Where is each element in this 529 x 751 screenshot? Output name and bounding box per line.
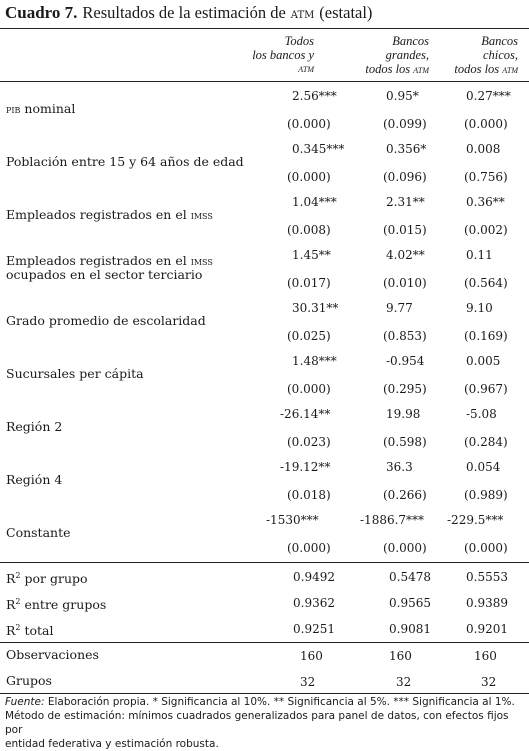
- footnote-significance: Elaboración propia. * Significancia al 10%. ** Significancia al 5%. *** Significancia al 1%.: [44, 696, 515, 708]
- col2-line3: todos los atm: [365, 62, 429, 76]
- header-rule: [0, 81, 529, 82]
- value-cell: 0.9389: [466, 596, 508, 610]
- row-label: Constante: [6, 525, 71, 540]
- value-cell: 160: [389, 649, 412, 663]
- column-header-grandes-line3: [329, 62, 429, 77]
- column-header-todos: Todos los bancos y atm: [252, 34, 314, 75]
- row-label: $R^2$ total: [6, 623, 54, 639]
- value-cell: 0.9565: [389, 596, 431, 610]
- column-header-chicos-line3: [418, 62, 518, 77]
- pvalue-cell: (0.023): [287, 435, 331, 449]
- coefficient-cell: 36.3: [386, 460, 413, 474]
- coefficient-cell: 1.45**: [292, 248, 331, 262]
- row-label: Sucursales per cápita: [6, 366, 144, 381]
- estimates-rule: [0, 562, 529, 563]
- value-cell: 0.9492: [293, 570, 335, 584]
- value-cell: 160: [474, 649, 497, 663]
- value-cell: 32: [396, 675, 412, 689]
- pvalue-cell: (0.295): [383, 382, 427, 396]
- pvalue-cell: (0.000): [464, 117, 508, 131]
- pvalue-cell: (0.756): [464, 170, 508, 184]
- coefficient-cell: 4.02**: [386, 248, 425, 262]
- coefficient-cell: 30.31**: [292, 301, 339, 315]
- row-label: Empleados registrados en el imss ocupados en el sector terciario: [6, 253, 213, 282]
- coefficient-cell: 2.56***: [292, 89, 337, 103]
- value-cell: 32: [300, 675, 316, 689]
- pvalue-cell: (0.000): [287, 117, 331, 131]
- value-cell: 32: [481, 675, 497, 689]
- coefficient-cell: 0.008: [466, 142, 501, 156]
- pvalue-cell: (0.169): [464, 329, 508, 343]
- coefficient-cell: -26.14**: [280, 407, 331, 421]
- row-label: $R^2$ por grupo: [6, 571, 88, 587]
- coefficient-cell: 0.95*: [386, 89, 419, 103]
- pvalue-cell: (0.967): [464, 382, 508, 396]
- pvalue-cell: (0.564): [464, 276, 508, 290]
- pvalue-cell: (0.266): [383, 488, 427, 502]
- row-label: Población entre 15 y 64 años de edad: [6, 154, 244, 169]
- coefficient-cell: 0.36**: [466, 195, 505, 209]
- coefficient-cell: -1530***: [266, 513, 319, 527]
- pvalue-cell: (0.000): [287, 541, 331, 555]
- pvalue-cell: (0.099): [383, 117, 427, 131]
- r2-rule: [0, 642, 529, 643]
- table-footnote: [5, 695, 525, 751]
- pvalue-cell: (0.000): [287, 170, 331, 184]
- pvalue-cell: (0.853): [383, 329, 427, 343]
- pvalue-cell: (0.989): [464, 488, 508, 502]
- footnote-method-cont: entidad federativa y estimación robusta.: [5, 738, 219, 750]
- value-cell: 0.9201: [466, 622, 508, 636]
- row-label: Región 4: [6, 472, 63, 487]
- coefficient-cell: 9.10: [466, 301, 493, 315]
- row-label: Grupos: [6, 673, 52, 688]
- value-cell: 0.5478: [389, 570, 431, 584]
- row-label: pib nominal: [6, 101, 76, 116]
- coefficient-cell: -229.5***: [447, 513, 504, 527]
- coefficient-cell: -1886.7***: [360, 513, 425, 527]
- pvalue-cell: (0.002): [464, 223, 508, 237]
- bottom-rule: [0, 693, 529, 694]
- pvalue-cell: (0.017): [287, 276, 331, 290]
- coefficient-cell: 0.356*: [386, 142, 427, 156]
- row-label: Grado promedio de escolaridad: [6, 313, 206, 328]
- col3-line3: todos los atm: [454, 62, 518, 76]
- coefficient-cell: 0.345***: [292, 142, 345, 156]
- table-title: [5, 3, 372, 23]
- pvalue-cell: (0.000): [383, 541, 427, 555]
- value-cell: 0.9251: [293, 622, 335, 636]
- pvalue-cell: (0.025): [287, 329, 331, 343]
- table-title-suffix: (estatal): [319, 3, 373, 22]
- coefficient-cell: 9.77: [386, 301, 413, 315]
- row-label: Región 2: [6, 419, 63, 434]
- coefficient-cell: 19.98: [386, 407, 421, 421]
- coefficient-cell: 0.27***: [466, 89, 511, 103]
- pvalue-cell: (0.018): [287, 488, 331, 502]
- value-cell: 0.9362: [293, 596, 335, 610]
- coefficient-cell: 1.48***: [292, 354, 337, 368]
- pvalue-cell: (0.008): [287, 223, 331, 237]
- pvalue-cell: (0.015): [383, 223, 427, 237]
- coefficient-cell: -5.08: [466, 407, 497, 421]
- coefficient-cell: 1.04***: [292, 195, 337, 209]
- column-header-grandes: Bancos grandes, todos los atm: [329, 34, 429, 77]
- value-cell: 0.9081: [389, 622, 431, 636]
- coefficient-cell: 2.31**: [386, 195, 425, 209]
- pvalue-cell: (0.010): [383, 276, 427, 290]
- column-header-chicos: Bancos chicos, todos los atm: [418, 34, 518, 77]
- coefficient-cell: -19.12**: [280, 460, 331, 474]
- row-label: $R^2$ entre grupos: [6, 597, 107, 613]
- footnote-source-label: Fuente:: [5, 696, 45, 708]
- top-rule: [0, 28, 529, 29]
- table-title-text: Resultados de la estimación de: [82, 3, 286, 22]
- table-number: Cuadro 7.: [5, 3, 78, 22]
- pvalue-cell: (0.598): [383, 435, 427, 449]
- pvalue-cell: (0.096): [383, 170, 427, 184]
- value-cell: 0.5553: [466, 570, 508, 584]
- pvalue-cell: (0.000): [464, 541, 508, 555]
- row-label: Empleados registrados en el imss: [6, 207, 213, 222]
- coefficient-cell: 0.054: [466, 460, 501, 474]
- coefficient-cell: 0.005: [466, 354, 501, 368]
- row-label: Observaciones: [6, 647, 99, 662]
- coefficient-cell: -0.954: [386, 354, 425, 368]
- pvalue-cell: (0.000): [287, 382, 331, 396]
- table-title-acronym: atm: [290, 6, 315, 22]
- value-cell: 160: [300, 649, 323, 663]
- coefficient-cell: 0.11: [466, 248, 493, 262]
- footnote-method: Método de estimación: mínimos cuadrados generalizados para panel de datos, con efectos fijos por: [5, 710, 509, 736]
- pvalue-cell: (0.284): [464, 435, 508, 449]
